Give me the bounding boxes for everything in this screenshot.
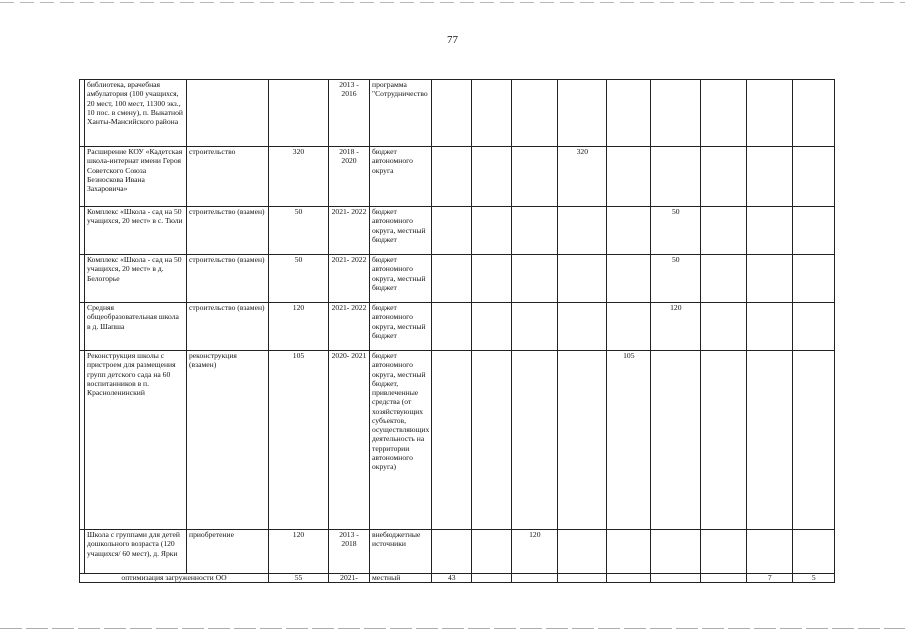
summary-value-4: [558, 574, 607, 583]
year-value-7: [701, 207, 747, 255]
year-value-5: [607, 255, 651, 303]
summary-row: [80, 574, 835, 583]
year-value-8: [747, 207, 793, 255]
year-value-3: [512, 255, 558, 303]
year-value-5: [607, 530, 651, 574]
funding-source: бюджет автономного округа, местный бюджет, привлеченные средства (от хозяйствующих субъектов, осуществляющих деятельность на территории автономного округа): [370, 351, 432, 530]
year-value-6: [651, 147, 701, 207]
work-type: приобретение: [187, 530, 269, 574]
year-value-5: [607, 303, 651, 351]
year-value-4: [558, 207, 607, 255]
year-value-9: [793, 147, 835, 207]
year-value-1: [432, 530, 472, 574]
object-name: Комплекс «Школа - сад на 50 учащихся, 20 мест» в с. Тюли: [85, 207, 187, 255]
year-value-2: [472, 530, 512, 574]
work-type: [187, 80, 269, 147]
year-value-6: 120: [651, 303, 701, 351]
funding-source: бюджет автономного округа, местный бюджет: [370, 255, 432, 303]
summary-value-1: 43: [432, 574, 472, 583]
summary-capacity: 55: [269, 574, 329, 583]
year-value-4: [558, 80, 607, 147]
object-name: Расширение КОУ «Кадетская школа-интернат имени Героя Советского Союза Безноскова Ивана Захаровича»: [85, 147, 187, 207]
year-value-2: [472, 80, 512, 147]
year-value-8: [747, 303, 793, 351]
year-value-4: [558, 255, 607, 303]
year-value-7: [701, 147, 747, 207]
summary-value-7: [701, 574, 747, 583]
year-value-6: [651, 530, 701, 574]
year-value-1: [432, 207, 472, 255]
year-value-7: [701, 351, 747, 530]
summary-value-3: [512, 574, 558, 583]
year-value-3: 120: [512, 530, 558, 574]
funding-source: бюджет автономного округа, местный бюджет: [370, 303, 432, 351]
year-value-6: 50: [651, 207, 701, 255]
year-value-5: 105: [607, 351, 651, 530]
table-row: [80, 147, 835, 207]
scan-edge-top: [0, 2, 905, 3]
period: 2020- 2021: [329, 351, 370, 530]
funding-source: программа "Сотрудничество: [370, 80, 432, 147]
year-value-1: [432, 147, 472, 207]
work-type: строительство: [187, 147, 269, 207]
year-value-6: [651, 80, 701, 147]
summary-source: местный: [370, 574, 432, 583]
year-value-8: [747, 351, 793, 530]
summary-value-6: [651, 574, 701, 583]
year-value-8: [747, 147, 793, 207]
year-value-1: [432, 80, 472, 147]
capacity: 50: [269, 207, 329, 255]
year-value-3: [512, 207, 558, 255]
capacity: 120: [269, 303, 329, 351]
year-value-9: [793, 255, 835, 303]
period: 2013 - 2016: [329, 80, 370, 147]
year-value-8: [747, 255, 793, 303]
funding-source: внебюджетные источники: [370, 530, 432, 574]
object-name: Средняя общеобразовательная школа в д. Шапша: [85, 303, 187, 351]
year-value-2: [472, 303, 512, 351]
year-value-2: [472, 207, 512, 255]
year-value-8: [747, 80, 793, 147]
period: 2018 - 2020: [329, 147, 370, 207]
table-row: [80, 530, 835, 574]
table-row: [80, 303, 835, 351]
work-type: реконструкция (взамен): [187, 351, 269, 530]
year-value-9: [793, 530, 835, 574]
page-number: 77: [447, 34, 458, 46]
year-value-6: [651, 351, 701, 530]
capacity: 120: [269, 530, 329, 574]
year-value-8: [747, 530, 793, 574]
work-type: строительство (взамен): [187, 303, 269, 351]
year-value-7: [701, 80, 747, 147]
summary-value-2: [472, 574, 512, 583]
year-value-7: [701, 255, 747, 303]
period: 2021- 2022: [329, 255, 370, 303]
year-value-9: [793, 351, 835, 530]
funding-source: бюджет автономного округа: [370, 147, 432, 207]
year-value-4: [558, 530, 607, 574]
object-name: Реконструкция школы с пристроем для размещения групп детского сада на 60 воспитанников в п. Красноленинский: [85, 351, 187, 530]
year-value-3: [512, 351, 558, 530]
year-value-1: [432, 303, 472, 351]
year-value-5: [607, 207, 651, 255]
year-value-9: [793, 303, 835, 351]
year-value-4: [558, 303, 607, 351]
capacity: 320: [269, 147, 329, 207]
construction-table: [79, 79, 835, 583]
summary-value-9: 5: [793, 574, 835, 583]
year-value-7: [701, 530, 747, 574]
year-value-9: [793, 80, 835, 147]
year-value-3: [512, 80, 558, 147]
summary-value-8: 7: [747, 574, 793, 583]
year-value-6: 50: [651, 255, 701, 303]
year-value-4: 320: [558, 147, 607, 207]
capacity: 50: [269, 255, 329, 303]
year-value-1: [432, 255, 472, 303]
work-type: строительство (взамен): [187, 207, 269, 255]
table-row: [80, 207, 835, 255]
period: 2013 - 2018: [329, 530, 370, 574]
table-row: [80, 255, 835, 303]
year-value-7: [701, 303, 747, 351]
year-value-1: [432, 351, 472, 530]
funding-source: бюджет автономного округа, местный бюджет: [370, 207, 432, 255]
table-row: [80, 351, 835, 530]
summary-label: оптимизация загруженности ОО: [80, 574, 269, 583]
period: 2021- 2022: [329, 303, 370, 351]
scan-edge-bottom: [0, 628, 905, 629]
object-name: Школа с группами для детей дошкольного возраста (120 учащихся/ 60 мест), д. Ярки: [85, 530, 187, 574]
period: 2021- 2022: [329, 207, 370, 255]
work-type: строительство (взамен): [187, 255, 269, 303]
year-value-3: [512, 147, 558, 207]
year-value-2: [472, 147, 512, 207]
year-value-5: [607, 80, 651, 147]
object-name: Комплекс «Школа - сад на 50 учащихся, 20 мест» в д. Белогорье: [85, 255, 187, 303]
capacity: [269, 80, 329, 147]
capacity: 105: [269, 351, 329, 530]
object-name: библиотека, врачебная амбулатория (100 учащихся, 20 мест, 100 мест, 11300 экз., 10 пос. в смену), п. Выкатной Ханты-Мансийского района: [85, 80, 187, 147]
year-value-2: [472, 351, 512, 530]
table-row: [80, 80, 835, 147]
year-value-5: [607, 147, 651, 207]
summary-period: 2021-: [329, 574, 370, 583]
year-value-3: [512, 303, 558, 351]
year-value-2: [472, 255, 512, 303]
year-value-4: [558, 351, 607, 530]
year-value-9: [793, 207, 835, 255]
summary-value-5: [607, 574, 651, 583]
